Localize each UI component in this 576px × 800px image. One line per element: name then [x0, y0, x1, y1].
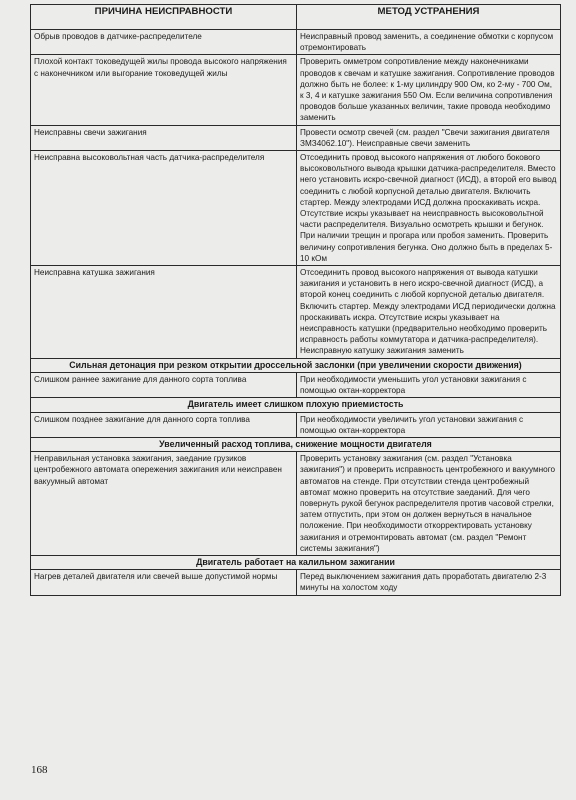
cause-cell: Неисправны свечи зажигания — [31, 125, 297, 150]
table-row — [31, 452, 561, 556]
section-row — [31, 358, 561, 372]
cause-cell: Неисправна катушка зажигания — [31, 266, 297, 359]
fix-cell: Перед выключением зажигания дать проработать двигателю 2-3 минуты на холостом ходу — [297, 570, 561, 595]
fix-cell: Проверить омметром сопротивление между наконечниками проводов к свечам и катушке зажигания. Сопротивление проводов должно быть не более: к 1-му цилиндру 900 Ом, ко 2-му - 700 Ом, к 3, 4 и катушке зажигания 550 Ом. Если величина сопротивления проводов больше указанных величин, такие провода необходимо заменить — [297, 55, 561, 125]
table-row — [31, 412, 561, 437]
fix-cell: При необходимости увеличить угол установки зажигания с помощью октан-корректора — [297, 412, 561, 437]
fix-cell: Неисправный провод заменить, а соединение обмотки с корпусом отремонтировать — [297, 30, 561, 55]
fix-cell: Провести осмотр свечей (см. раздел "Свечи зажигания двигателя ЗМЗ4062.10"). Неисправные свечи заменить — [297, 125, 561, 150]
cause-cell: Обрыв проводов в датчике-распределителе — [31, 30, 297, 55]
table-row — [31, 55, 561, 125]
fix-cell: Отсоединить провод высокого напряжения от вывода катушки зажигания и установить в него искро-свечной диагност (ИСД), а второй конец соединить с любой корпусной деталью двигателя. Включить стартер. Между электродами ИСД периодически должна проскакивать искра. Отсутствие искры указывает на неисправность катушки (предварительно необходимо проверить исправность работы коммутатора и датчика-распределителя). Неисправную катушку зажигания заменить — [297, 266, 561, 359]
section-row — [31, 555, 561, 569]
fix-cell: Отсоединить провод высокого напряжения от любого бокового высоковольтного вывода крышки датчика-распределителя. Вместо него установить искро-свечной диагност (ИСД), а второй его вывод соединить с любой корпусной деталью двигателя. Включить стартер. Между электродами ИСД должна проскакивать искра. Отсутствие искры указывает на неисправность высоковольтной части распределителя. Визуально осмотреть крышки и бегунок. При наличии трещин и прогара или пробоя заменить. Проверить величину сопротивления бегунка. Оно должно быть в пределах 5-10 кОм — [297, 151, 561, 266]
method-column-header: МЕТОД УСТРАНЕНИЯ — [297, 5, 561, 30]
cause-cell: Слишком позднее зажигание для данного сорта топлива — [31, 412, 297, 437]
troubleshooting-table — [30, 4, 561, 596]
table-row — [31, 125, 561, 150]
fix-cell: Проверить установку зажигания (см. раздел "Установка зажигания") и проверить исправность центробежного и вакуумного автоматов на стенде. При отсутствии стенда центробежный автомат можно проверить на отсутствие заеданий. Для чего повернуть рукой бегунок распределителя против часовой стрелки, затем отпустить, при этом он должен вернуться в начальное положение. При необходимости откорректировать установку зажигания и отремонтировать автомат (см. раздел "Ремонт системы зажигания") — [297, 452, 561, 556]
cause-cell: Неправильная установка зажигания, заедание грузиков центробежного автомата опережения зажигания или неисправен вакуумный автомат — [31, 452, 297, 556]
section-heading: Двигатель работает на калильном зажигании — [31, 555, 561, 569]
table-row — [31, 151, 561, 266]
table-row — [31, 266, 561, 359]
table-row — [31, 30, 561, 55]
table-row — [31, 570, 561, 595]
cause-column-header: ПРИЧИНА НЕИСПРАВНОСТИ — [31, 5, 297, 30]
page-number: 168 — [31, 764, 48, 776]
section-heading: Двигатель имеет слишком плохую приемистость — [31, 398, 561, 412]
fix-cell: При необходимости уменьшить угол установки зажигания с помощью октан-корректора — [297, 372, 561, 397]
cause-cell: Плохой контакт токоведущей жилы провода высокого напряжения с наконечником или выгорание токоведущей жилы — [31, 55, 297, 125]
section-row — [31, 437, 561, 451]
table-header-row — [31, 5, 561, 30]
section-heading: Сильная детонация при резком открытии дроссельной заслонки (при увеличении скорости движения) — [31, 358, 561, 372]
cause-cell: Нагрев деталей двигателя или свечей выше допустимой нормы — [31, 570, 297, 595]
section-heading: Увеличенный расход топлива, снижение мощности двигателя — [31, 437, 561, 451]
section-row — [31, 398, 561, 412]
table-row — [31, 372, 561, 397]
cause-cell: Неисправна высоковольтная часть датчика-распределителя — [31, 151, 297, 266]
cause-cell: Слишком раннее зажигание для данного сорта топлива — [31, 372, 297, 397]
